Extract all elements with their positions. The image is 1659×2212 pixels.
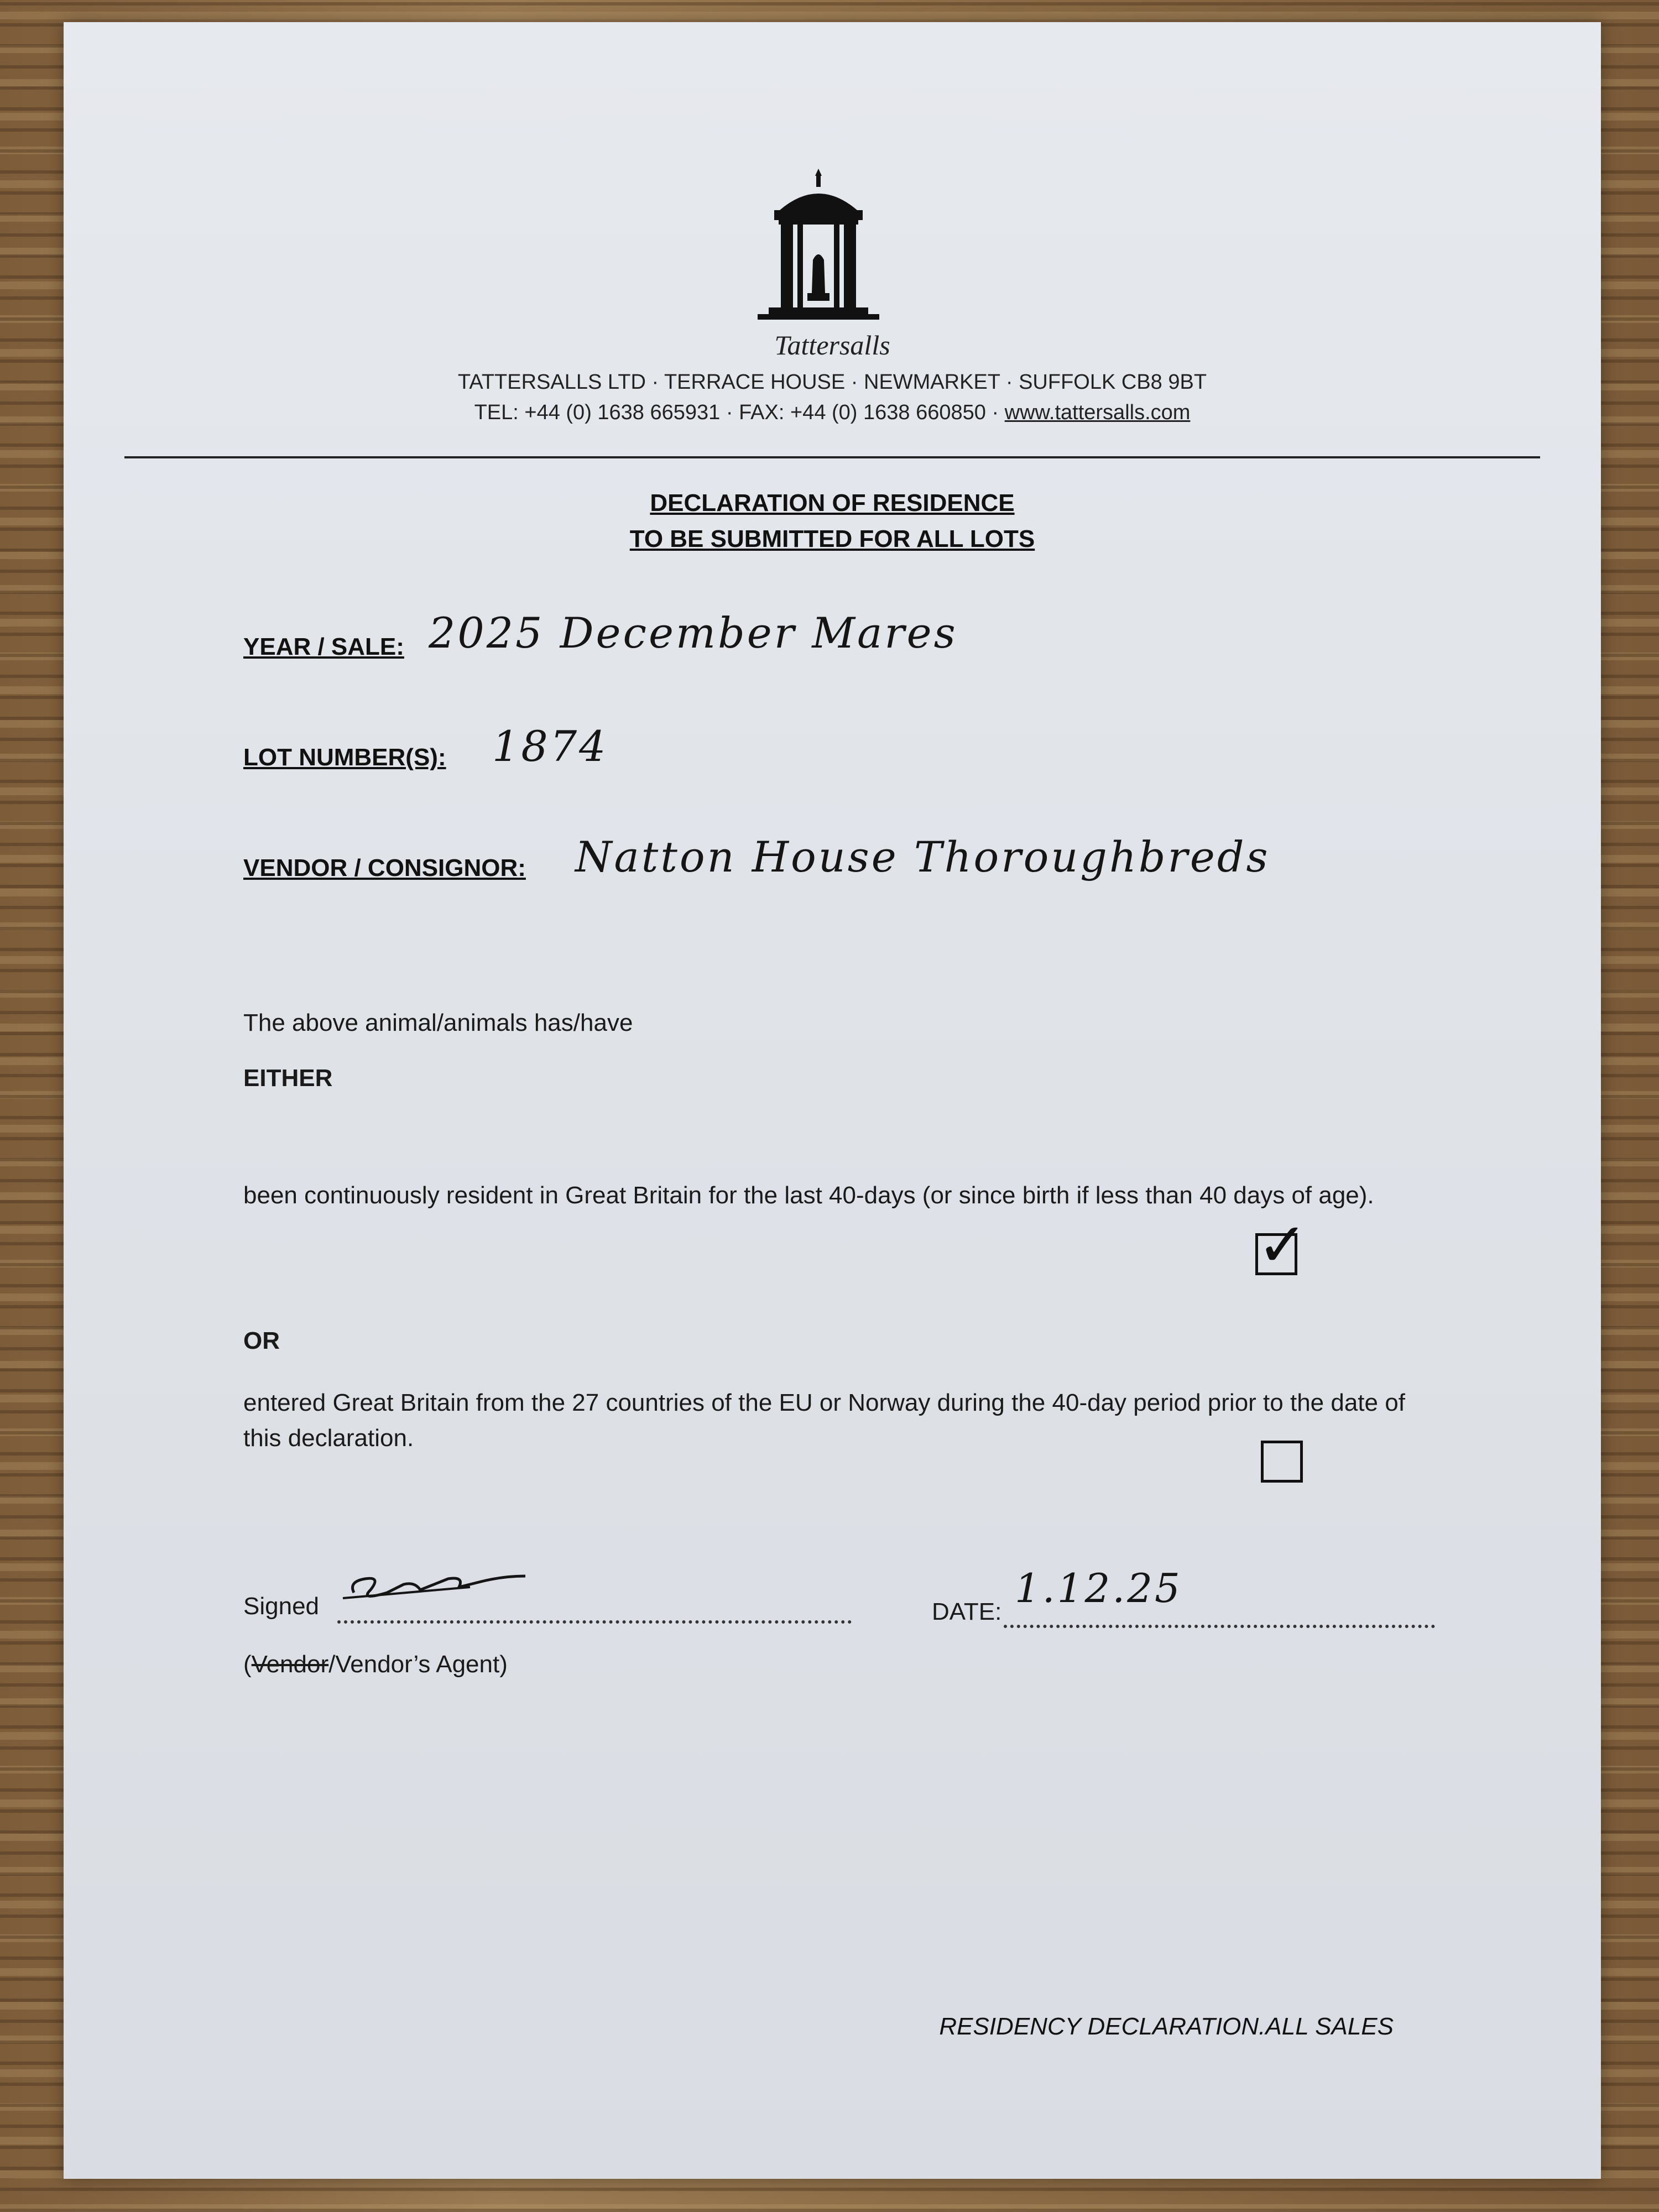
company-website-link[interactable]: www.tattersalls.com <box>1004 401 1191 424</box>
option-resident-text: been continuously resident in Great Britain for the last 40-days (or since birth if less than 40 days of age). <box>243 1182 1374 1209</box>
vendor-consignor-label: VENDOR / CONSIGNOR: <box>243 854 526 881</box>
year-sale-field[interactable]: 2025 December Mares <box>429 608 958 658</box>
lot-number-label: LOT NUMBER(S): <box>243 744 446 771</box>
company-address: TATTERSALLS LTD · TERRACE HOUSE · NEWMARKET · SUFFOLK CB8 9BT <box>457 371 1207 394</box>
form-footer: RESIDENCY DECLARATION.ALL SALES <box>939 2013 1394 2040</box>
form-subtitle: TO BE SUBMITTED FOR ALL LOTS <box>629 525 1035 552</box>
intro-text: The above animal/animals has/have <box>243 1009 633 1036</box>
signer-role-struck: Vendor <box>251 1651 329 1678</box>
signature-line[interactable] <box>337 1620 852 1624</box>
header-divider <box>124 456 1540 458</box>
signer-role-rest: /Vendor’s Agent) <box>328 1651 508 1678</box>
declaration-form-paper <box>64 22 1601 2179</box>
lot-number-field[interactable]: 1874 <box>492 722 608 771</box>
year-sale-label: YEAR / SALE: <box>243 633 404 660</box>
checkmark-icon: ✓ <box>1257 1211 1308 1279</box>
signature-icon <box>337 1559 531 1615</box>
either-label: EITHER <box>243 1065 333 1092</box>
option-entered-checkbox[interactable] <box>1261 1441 1303 1483</box>
company-logo-text: Tattersalls <box>774 330 890 361</box>
vendor-consignor-field[interactable]: Natton House Thoroughbreds <box>575 832 1270 881</box>
date-label: DATE: <box>932 1598 1002 1625</box>
signer-paren: ( <box>243 1651 252 1678</box>
option-resident-checkbox[interactable] <box>1255 1211 1308 1279</box>
form-title: DECLARATION OF RESIDENCE <box>650 489 1015 517</box>
option-entered-text: entered Great Britain from the 27 countries of the EU or Norway during the 40-day period prior to the date of this declaration. <box>243 1389 1405 1452</box>
signer-role <box>243 1651 508 1678</box>
signed-label: Signed <box>243 1593 320 1620</box>
date-line <box>1004 1625 1435 1628</box>
contact-phone-fax: TEL: +44 (0) 1638 665931 · FAX: +44 (0) 1638 660850 · <box>474 401 1005 424</box>
or-label: OR <box>243 1327 280 1354</box>
company-contact <box>64 401 1601 425</box>
tattersalls-cupola-icon <box>747 166 890 332</box>
date-field[interactable]: 1.12.25 <box>1015 1565 1182 1611</box>
